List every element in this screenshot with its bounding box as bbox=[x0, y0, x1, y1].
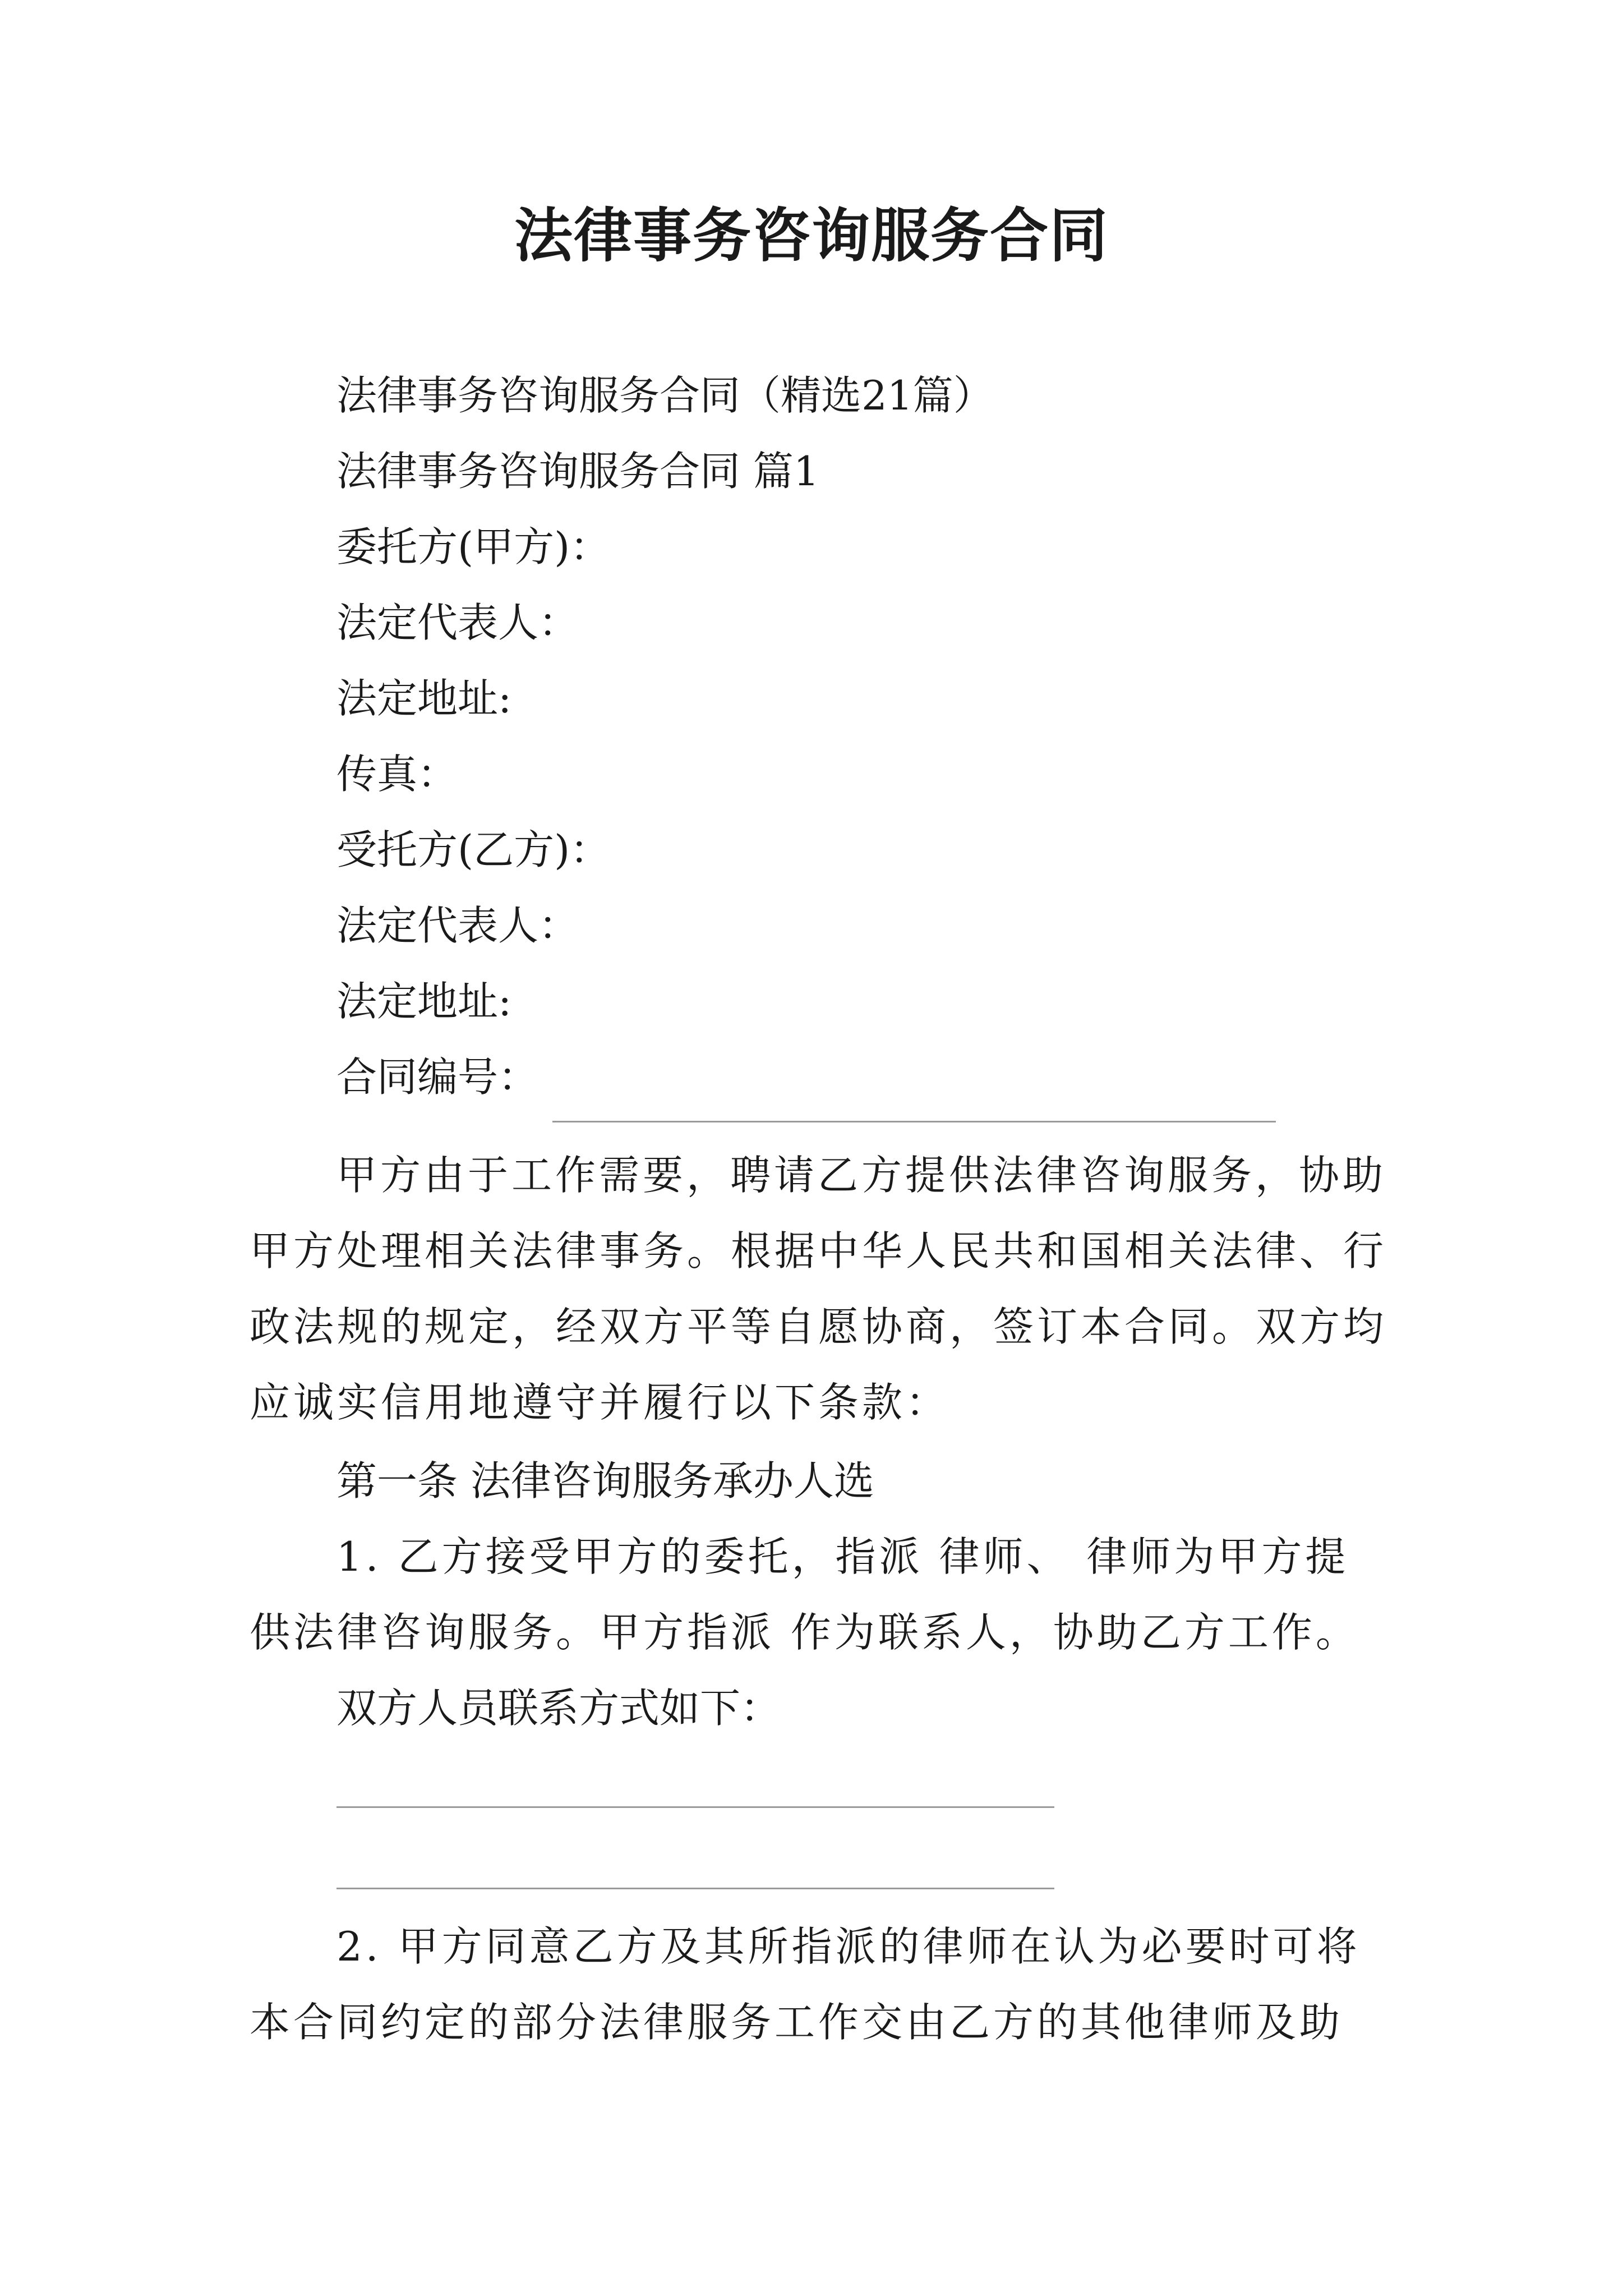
clause-2-line-2: 本合同约定的部分法律服务工作交由乙方的其他律师及助 bbox=[250, 1999, 1344, 2046]
fax-label: 传真： bbox=[336, 751, 458, 798]
paragraph-1-line-2: 甲方处理相关法律事务。根据中华人民共和国相关法律、行 bbox=[250, 1227, 1387, 1274]
contract-number-blank bbox=[552, 1121, 1276, 1122]
party-a-address: 法定地址: bbox=[336, 675, 512, 722]
contract-number-label: 合同编号： bbox=[336, 1053, 539, 1101]
paragraph-1-line-3: 政法规的规定，经双方平等自愿协商，签订本合同。双方均 bbox=[250, 1303, 1387, 1350]
clause-1-line-1: 1. 乙方接受甲方的委托，指派 律师、 律师为甲方提 bbox=[336, 1533, 1349, 1580]
party-b-address: 法定地址: bbox=[336, 978, 512, 1025]
party-b-label: 受托方(乙方)： bbox=[336, 826, 611, 873]
party-a-representative: 法定代表人： bbox=[336, 599, 579, 646]
document-subtitle: 法律事务咨询服务合同（精选21篇） bbox=[336, 372, 994, 419]
contact-blank-1 bbox=[336, 1806, 1054, 1808]
article-1-heading: 第一条 法律咨询服务承办人选 bbox=[336, 1457, 874, 1504]
party-b-representative: 法定代表人： bbox=[336, 902, 579, 949]
contact-blank-2 bbox=[336, 1888, 1054, 1889]
party-a-label: 委托方(甲方)： bbox=[336, 523, 611, 570]
section-heading: 法律事务咨询服务合同 篇1 bbox=[336, 448, 819, 495]
contact-intro: 双方人员联系方式如下： bbox=[336, 1685, 781, 1732]
paragraph-1-line-1: 甲方由于工作需要，聘请乙方提供法律咨询服务，协助 bbox=[336, 1152, 1387, 1199]
paragraph-1-line-4: 应诚实信用地遵守并履行以下条款： bbox=[250, 1379, 950, 1426]
document-title: 法律事务咨询服务合同 bbox=[514, 201, 1109, 270]
clause-2-line-1: 2. 甲方同意乙方及其所指派的律师在认为必要时可将 bbox=[336, 1923, 1361, 1970]
clause-1-line-2: 供法律咨询服务。甲方指派 作为联系人，协助乙方工作。 bbox=[250, 1609, 1359, 1656]
